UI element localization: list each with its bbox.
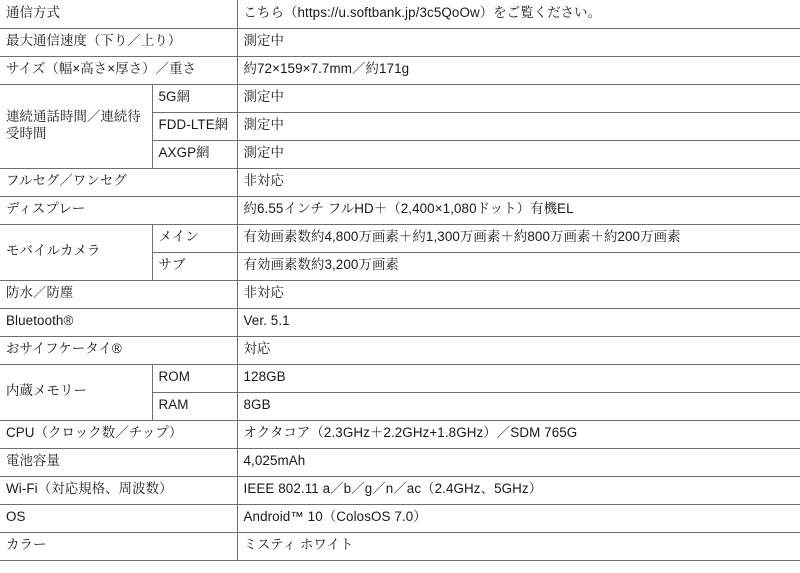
spec-sublabel: サブ — [152, 252, 237, 280]
table-row — [0, 420, 800, 448]
spec-value: こちら（https://u.softbank.jp/3c5QoOw）をご覧ください。 — [237, 0, 800, 28]
table-row — [0, 28, 800, 56]
spec-label: Bluetooth® — [0, 308, 237, 336]
spec-value: ミスティ ホワイト — [237, 532, 800, 560]
table-row — [0, 196, 800, 224]
table-row — [0, 476, 800, 504]
spec-value: 約6.55インチ フルHD＋（2,400×1,080ドット）有機EL — [237, 196, 800, 224]
spec-value: 測定中 — [237, 112, 800, 140]
spec-sublabel: メイン — [152, 224, 237, 252]
spec-label: Wi-Fi（対応規格、周波数） — [0, 476, 237, 504]
spec-sublabel: FDD-LTE網 — [152, 112, 237, 140]
spec-label: おサイフケータイ® — [0, 336, 237, 364]
table-row — [0, 308, 800, 336]
table-row — [0, 364, 800, 392]
spec-label: OS — [0, 504, 237, 532]
spec-label: 通信方式 — [0, 0, 237, 28]
spec-label: 最大通信速度（下り／上り） — [0, 28, 237, 56]
spec-value: 約72×159×7.7mm／約171g — [237, 56, 800, 84]
spec-value: 有効画素数約4,800万画素＋約1,300万画素＋約800万画素＋約200万画素 — [237, 224, 800, 252]
spec-value: Android™ 10（ColosOS 7.0） — [237, 504, 800, 532]
table-row — [0, 280, 800, 308]
spec-value: Ver. 5.1 — [237, 308, 800, 336]
spec-sublabel: 5G網 — [152, 84, 237, 112]
spec-value: 非対応 — [237, 168, 800, 196]
spec-label: モバイルカメラ — [0, 224, 152, 280]
spec-sublabel: AXGP網 — [152, 140, 237, 168]
spec-label: ディスプレー — [0, 196, 237, 224]
table-row — [0, 56, 800, 84]
spec-label: CPU（クロック数／チップ） — [0, 420, 237, 448]
spec-label: 連続通話時間／連続待受時間 — [0, 84, 152, 168]
spec-sublabel: ROM — [152, 364, 237, 392]
spec-value: 非対応 — [237, 280, 800, 308]
spec-value: 8GB — [237, 392, 800, 420]
table-row — [0, 224, 800, 252]
spec-value: 測定中 — [237, 28, 800, 56]
spec-value: IEEE 802.11 a／b／g／n／ac（2.4GHz、5GHz） — [237, 476, 800, 504]
spec-value: 測定中 — [237, 84, 800, 112]
table-row — [0, 0, 800, 28]
spec-label: 内蔵メモリー — [0, 364, 152, 420]
table-row — [0, 336, 800, 364]
table-row — [0, 448, 800, 476]
spec-label: 電池容量 — [0, 448, 237, 476]
table-row — [0, 504, 800, 532]
spec-value: 対応 — [237, 336, 800, 364]
spec-value: 有効画素数約3,200万画素 — [237, 252, 800, 280]
spec-label: カラー — [0, 532, 237, 560]
spec-value: 測定中 — [237, 140, 800, 168]
spec-value: 128GB — [237, 364, 800, 392]
spec-value: オクタコア（2.3GHz＋2.2GHz+1.8GHz）／SDM 765G — [237, 420, 800, 448]
spec-sublabel: RAM — [152, 392, 237, 420]
table-row — [0, 84, 800, 112]
spec-value: 4,025mAh — [237, 448, 800, 476]
table-row — [0, 168, 800, 196]
spec-label: フルセグ／ワンセグ — [0, 168, 237, 196]
spec-label: 防水／防塵 — [0, 280, 237, 308]
table-row — [0, 532, 800, 560]
spec-label: サイズ（幅×高さ×厚さ）／重さ — [0, 56, 237, 84]
